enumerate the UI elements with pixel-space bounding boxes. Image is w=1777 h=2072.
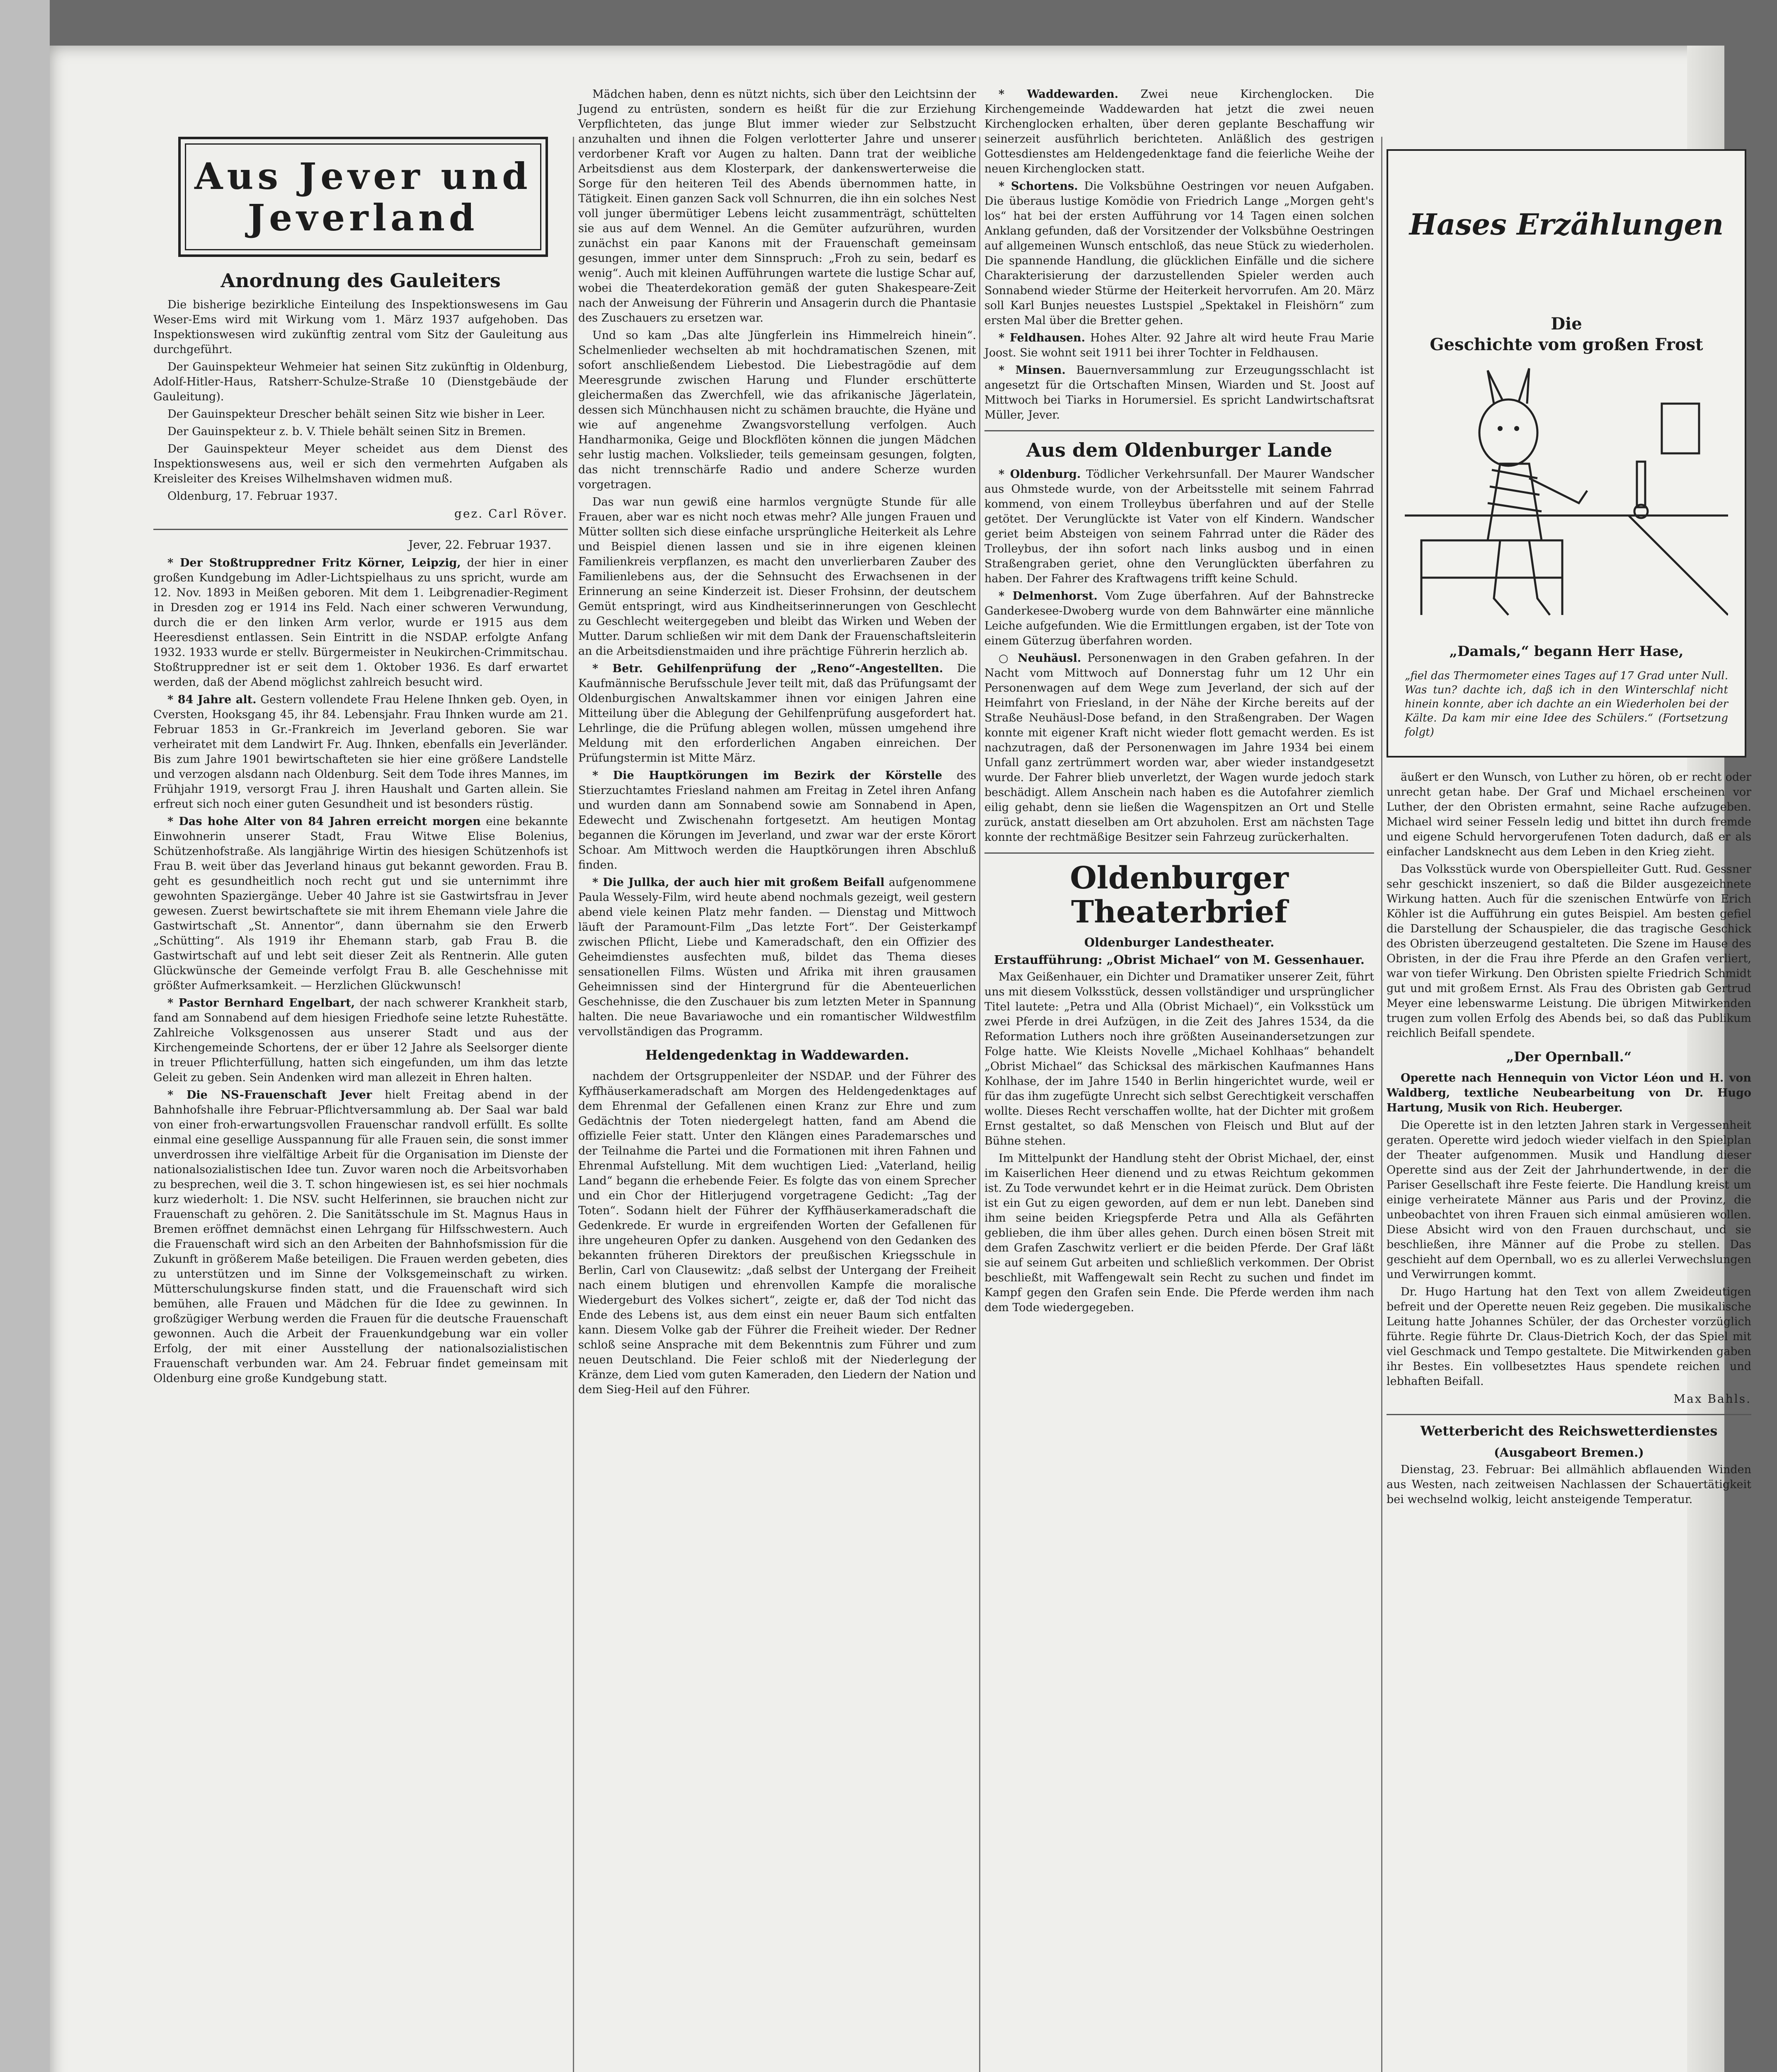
news-item [984,363,1374,423]
section-title: Aus Jever und Jeverland [185,143,541,250]
news-item [984,651,1374,845]
comic-text: „fiel das Thermometer eines Tages auf 17 Grad unter Null. Was tun? dachte ich, daß ich in den Winterschlaf nicht hinein konnte, aber ich dachte an ein Wiederholen bei der Kälte. Da kam mir eine Idee des Schülers.“ (Fortsetzung folgt) [1405,670,1728,738]
theater-subtitle: Oldenburger Landestheater. [1084,935,1275,949]
news-item [984,179,1374,328]
article-paragraph: Und so kam „Das alte Jüngferlein ins Himmelreich hinein“. Schelmenlieder wechselten ab mit hochdramatischen Szenen, mit sofort anschließendem Liebestod. Die Liebestragödie auf dem Meeresgrunde zwischen Harung und Flunder erschütterte gleichermaßen das Zwerchfell, wie das afrikanische Jägerlatein, dessen sich Münchhausen nicht zu schämen brauchte, die Hyäne und wie auf angenehme Zwangsvorstellung verfolgen. Auch Handharmonika, Geige und Blockflöten können die jungen Mädchen sehr lustig machen. Volkslieder, teils gemeinsam gesungen, folgten, das nicht trennschärfe Radio und andere Scherze wurden vorgetragen. [578,329,976,491]
weather-title: Wetterbericht des Reichswetterdienstes [1420,1423,1718,1439]
news-item-text: aufgenommene Paula Wessely-Film, wird heute abend nochmals gezeigt, weil gestern abend viele keinen Platz mehr fanden. — Dienstag und Mittwoch läuft der Paramount-Film „Das letzte Fort“. Der Geisterkampf zwischen Pflicht, Liebe und Kameradschaft, den ein Offizier des Geheimdienstes ausfechten muß, bildet das Thema dieses sensationellen Films. Wüsten und Afrika mit ihren grausamen Geheimnissen sind der Hintergrund für die Abenteuerlichen Geschehnisse, die den Zuschauer bis zum letzten Meter in Spannung halten. Die neue Bavariawoche und ein romantischer Wildwestfilm vervollständigen das Programm. [578,876,976,1038]
news-item-lead: * Die Jullka, der auch hier mit großem Beifall [592,876,885,889]
news-item [153,814,568,993]
article-paragraph: Das war nun gewiß eine harmlos vergnügte Stunde für alle Frauen, aber war es nicht noch etwas mehr? Alle jungen Frauen und Mütter sollten sich diese einfache ursprüngliche Heiterkeit als Lehre und Beispiel dienen lassen und sie in ihre eigenen kleinen Familienkreis verpflanzen, es macht den unverlierbaren Zauber des Familienlebens aus, der die Sehnsucht des Erwachsenen in der Erinnerung an seine Kinderzeit ist. Dieser Frohsinn, der deutschem Gemüt entspringt, wird aus Kindheitserinnerungen von Geschlecht zu Geschlecht weitergegeben und bleibt das Wirken und Weben der Mutter. Darum schließen wir mit dem Dank der Frauenschaftsleiterin an die Arbeitsdienstmaiden und ihre prächtige Führerin herzlich ab. [578,496,976,658]
article-paragraph: Im Mittelpunkt der Handlung steht der Obrist Michael, der, einst im Kaiserlichen Heer dienend und zu etwas Reichtum gekommen ist. Zu Tode verwundet kehrt er in die Heimat zurück. Dem Obristen ist ein Gut zu eigen geworden, auf dem er nun lebt. Daneben sind ihm seine beiden Kriegspferde Petra und Alla als Gefährten geblieben, die ihm über alles gehen. Durch einen bösen Streit mit dem Grafen Zaschwitz verliert er die beiden Pferde. Der Graf läßt sie auf seinem Gut arbeiten und schließlich verkommen. Der Obrist beschließt, mit Waffengewalt sein Recht zu suchen und findet im Kampf gegen den Grafen sein Ende. Die Pferde werden ihm nach dem Tode wiedergegeben. [984,1152,1374,1314]
news-item-text: Die Kaufmännische Berufsschule Jever teilt mit, daß das Prüfungsamt der Oldenburgischen Anwaltskammer ihnen vor einigen Jahren eine Mitteilung über die Ablegung der Gehilfenprüfung ausgefordert hat. Lehrlinge, die die Prüfung ablegen wollen, müssen umgehend ihre Meldung mit den erforderlichen Angaben einreichen. Der Prüfungstermin ist Mitte März. [578,662,976,765]
news-item-lead: * Minsen. [999,364,1066,377]
heroes-text: nachdem der Ortsgruppenleiter der NSDAP. und der Führer des Kyffhäuserkameradschaft am Morgen des Heldengedenktages auf dem Ehrenmal der Gefallenen einen Kranz zur Ehre und zum Gedächtnis der Toten niedergelegt hatten, fand am Abend die offizielle Feier statt. Unter den Klängen eines Parademarsches und der Teilnahme die Partei und die Formationen mit ihren Fahnen und Ehrenmal Aufstellung. Mit dem wuchtigen Lied: „Vaterland, heilig Land“ begann die erhebende Feier. Es folgte das von einem Sprecher und ein Chor der Hitlerjugend vorgetragene Gedicht: „Tag der Toten“. Sodann hielt der Führer der Kyffhäuserkameradschaft die Gedenkrede. Er wurde in ergreifenden Worten der Gefallenen für ihre ungeheuren Opfer zu danken. Ausgehend von den Gedanken des bekannten früheren Direktors der preußischen Kriegsschule in Berlin, Carl von Clausewitz: „daß selbst der Untergang der Freiheit nach einem blutigen und ehrenvollen Kampfe die moralische Wiedergeburt des Volkes sichert“, zeigte er, daß der Tod nicht das Ende des Lebens ist, aus dem einst ein neuer Baum sich entfalten kann. Diesem Volke gab der Führer die Freiheit wieder. Der Redner schloß seine Ansprache mit dem Bekenntnis zum Führer und zum neuen Deutschland. Die Feier schloß mit der Niederlegung der Kränze, dem Lied vom guten Kameraden, den Liedern der Nation und dem Sieg-Heil auf den Führer. [578,1070,976,1396]
separator [984,852,1374,854]
column-rule [979,137,980,2072]
theater-title: Oldenburger Theaterbrief [1070,860,1289,930]
article-paragraph: Die Operette ist in den letzten Jahren stark in Vergessenheit geraten. Operette wird jedoch wieder vielfach in den Spielplan der Theater aufgenommen. Musik und Handlung dieser Operette sind aus der Zeit der Jahrhundertwende, in der die Pariser Gesellschaft ihre Feste feierte. Die Handlung kreist um einige verheiratete Männer aus Paris und der Provinz, die unbeobachtet von ihren Frauen sich einmal amüsieren wollen. Diese Absicht wird von den Frauen durchschaut, und sie beschließen, ihre Männer auf die Probe zu stellen. Das geschieht auf dem Opernball, wo es zu allerlei Verwechslungen und Verwirrungen kommt. [1387,1119,1751,1281]
section-header-box [178,137,548,257]
news-item-text: Tödlicher Verkehrsunfall. Der Maurer Wandscher aus Ohmstede wurde, von der Arbeitsstelle mit seinem Fahrrad kommend, von einem Trolleybus überfahren und auf der Stelle getötet. Der Verunglückte ist Vater von elf Kindern. Wandscher geriet beim Absteigen von seinem Fahrrad unter die Räder des Trolleybus, der ihn sofort nach links ausbog und in einen Straßengraben geriet, ohne den Verunglückten überfahren zu haben. Der Fahrer des Kraftwagens trifft keine Schuld. [984,468,1374,585]
news-item-lead: * 84 Jahre alt. [167,693,257,706]
heroes-title: Heldengedenktag in Waddewarden. [645,1047,909,1063]
news-item [984,331,1374,361]
weather-subtitle: (Ausgabeort Bremen.) [1494,1445,1644,1460]
news-item [153,1088,568,1386]
news-item-lead: * Waddewarden. [999,88,1118,101]
news-item-text: Vom Zuge überfahren. Auf der Bahnstrecke Ganderkesee-Dwoberg wurde von dem Bahnwärter eine männliche Leiche aufgefunden. Wie die Ermittlungen ergaben, ist der Tote von einem Güterzug überfahren worden. [984,590,1374,647]
notice-paragraph: Der Gauinspekteur z. b. V. Thiele behält seinen Sitz in Bremen. [167,425,526,438]
notice-paragraph: Der Gauinspekteur Meyer scheidet aus dem Dienst des Inspektionswesens aus, weil er sich den vermehrten Aufgaben als Kreisleiter des Kreises Wilhelmshaven widmen muß. [153,443,568,485]
article-paragraph: äußert er den Wunsch, von Luther zu hören, ob er recht oder unrecht getan habe. Der Graf und Michael erscheinen vor Luther, der den Obristen ermahnt, seine Rache aufzugeben. Michael wird seiner Fesseln ledig und bittet ihn durch fremde und eigene Schuld hervorgerufenen Toten dadurch, daß er als einfacher Landsknecht aus dem Leben in den Krieg zieht. [1387,771,1751,858]
comic-subtitle: Geschichte vom großen Frost [1430,335,1703,354]
notice-title: Anordnung des Gauleiters [221,269,501,292]
separator [153,529,568,530]
news-item-lead: * Die Hauptkörungen im Bezirk der Körstelle [592,769,943,782]
news-item-lead: * Oldenburg. [999,468,1081,481]
dateline: Jever, 22. Februar 1937. [408,538,551,552]
column-3 [984,87,1374,1318]
notice-paragraph: Die bisherige bezirkliche Einteilung des Inspektionswesens im Gau Weser-Ems wird mit Wirkung vom 1. März 1937 aufgehoben. Das Inspektionswesen wird zukünftig zentral vom Sitz der Gauleitung aus durchgeführt. [153,298,568,356]
news-item [153,556,568,690]
column-1 [153,87,568,1389]
separator [1387,1414,1751,1415]
news-item [984,467,1374,586]
news-item-text: Hohes Alter. 92 Jahre alt wird heute Frau Marie Joost. Sie wohnt seit 1911 bei ihrer Tochter in Feldhausen. [984,332,1374,359]
comic-box [1387,149,1746,758]
operetta-title: „Der Opernball.“ [1506,1049,1632,1065]
news-item-lead: * Das hohe Alter von 84 Jahren erreicht morgen [167,815,481,828]
news-item-lead: * Der Stoßtruppredner Fritz Körner, Leipzig, [167,557,461,569]
news-item-text: Bauernversammlung zur Erzeugungsschlacht ist angesetzt für die Ortschaften Minsen, Wiarden und St. Joost auf Mittwoch bei Tiarks in Horumersiel. Es spricht Landwirtschaftsrat Müller, Jever. [984,364,1374,421]
weather-text: Dienstag, 23. Februar: Bei allmählich abflauenden Winden aus Westen, nach zeitweisen Nachlassen der Schauertätigkeit bei wechselnd wolkig, leicht ansteigende Temperatur. [1387,1463,1751,1506]
news-item [578,875,976,1039]
news-item-lead: * Delmenhorst. [999,590,1098,603]
comic-caption: „Damals,“ begann Herr Hase, [1449,643,1684,660]
column-4 [1387,87,1751,1510]
news-item-lead: * Pastor Bernhard Engelbart, [167,997,355,1009]
comic-die: Die [1551,314,1582,334]
news-item-text: der nach schwerer Krankheit starb, fand am Sonnabend auf dem hiesigen Friedhofe seine letzte Ruhestätte. Zahlreiche Volksgenossen aus unserer Stadt und aus der Kirchengemeinde Schortens, der er über 12 Jahre als Seelsorger diente in treuer Pflichterfüllung, hatten sich eingefunden, um ihm das letzte Geleit zu geben. Sein Andenken wird man allezeit in Ehren halten. [153,997,568,1084]
news-item [153,692,568,812]
news-item [984,87,1374,177]
news-item-text: hielt Freitag abend in der Bahnhofshalle ihre Februar-Pflichtversammlung ab. Der Saal war bald von einer froh-erwartungsvollen Frauenschar randvoll erfüllt. Es sollte einmal eine gesellige Ausspannung für alle Frauen sein, die sonst immer unverdrossen ihre vielfältige Arbeit für die Organisation im Dienste der nationalsozialistischen Idee tun. Zuvor waren noch die Arbeitsvorhaben zu besprechen, weil die 3. T. schon hingewiesen ist, es sei hier nochmals kurz wiederholt: 1. Die NSV. sucht Helferinnen, sie brauchen nicht zur Frauenschaft zu gehören. 2. Die Sanitätsschule im St. Magnus Haus in Bremen eröffnet demnächst einen Lehrgang für Hilfsschwestern. Auch die Frauenschaft wird sich an den Arbeiten der Bahnhofsmission für die Zukunft in größerem Maße beteiligen. Die Frauen werden gebeten, dies zu unterstützen und im Sinne der Volksgemeinschaft zu wirken. Mütterschulungskurse finden statt, und die Frauenschaft wird sich bemühen, alle Frauen und Mädchen für die Idee zu gewinnen. In großzügiger Werbung werden die Frauen für die deutsche Frauenschaft gewonnen. Auch die Arbeit der Frauenkundgebung war ein voller Erfolg, der mit einer Ausstellung der nationalsozialistischen Frauenschaft verbunden war. Am 24. Februar findet gemeinsam mit Oldenburg eine große Kundgebung statt. [153,1089,568,1385]
column-rule [1381,137,1382,2072]
article-paragraph: Dr. Hugo Hartung hat den Text von allem Zweideutigen befreit und der Operette neuen Reiz gegeben. Die musikalische Leitung hatte Johannes Schüler, der das Orchester vorzüglich führte. Regie führte Dr. Claus-Dietrich Koch, der das Spiel mit viel Geschmack und Tempo gestaltete. Die Mitwirkenden gaben ihr Bestes. Ein vollbesetztes Haus spendete reichen und lebhaften Beifall. [1387,1285,1751,1388]
column-rule [573,137,574,2072]
comic-title: Hases Erzählungen [1409,207,1724,242]
news-item-text: der hier in einer großen Kundgebung im Adler-Lichtspielhaus zu uns spricht, wurde am 12. Nov. 1893 in Meißen geboren. Mit dem 1. Leibgrenadier-Regiment in Dresden zog er 1914 ins Feld. Nach einer schweren Verwundung, durch die er den linken Arm verlor, wurde er 1915 aus dem Heeresdienst entlassen. Sein Eintritt in die NSDAP. erfolgte Anfang 1932. 1933 wurde er stellv. Bürgermeister in Neukirchen-Crimmitschau. Stoßtruppredner ist er seit dem 1. Oktober 1936. Es darf erwartet werden, daß der Abend möglichst zahlreich besucht wird. [153,557,568,689]
news-item-lead: ○ Neuhäusl. [999,652,1081,665]
notice-date: Oldenburg, 17. Februar 1937. [167,490,338,503]
news-item [578,661,976,766]
notice-signature: gez. Carl Röver. [454,507,568,520]
column-2 [578,87,976,1400]
theater-premiere: Erstaufführung: „Obrist Michael“ von M. Gessenhauer. [994,953,1365,967]
operetta-credit: Operette nach Hennequin von Victor Léon und H. von Waldberg, textliche Neubearbeitung von Dr. Hugo Hartung, Musik von Rich. Heuberger. [1387,1072,1751,1114]
article-paragraph: Max Geißenhauer, ein Dichter und Dramatiker unserer Zeit, führt uns mit diesem Volksstück, dessen vollständiger und ursprünglicher Titel lautete: „Petra und Alla (Obrist Michael)“, ein Volksstück um zwei Pferde in drei Aufzügen, in die Zeit des Jahres 1534, da die Reformation Luthers noch ihre größten Auseinandersetzungen zur Folge hatte. Wie Kleists Novelle „Michael Kohlhaas“ behandelt „Obrist Michael“ das Schicksal des märkischen Kaufmannes Hans Kohlhase, der im Jahre 1540 in Berlin hingerichtet wurde, weil er für das ihm zugefügte Unrecht sich selbst Gerechtigkeit verschaffen wollte. Dieses Recht verschaffen wollte, hat der Dichter mit großem Ernst gestaltet, so daß Menschen von Fleisch und Blut auf der Bühne stehen. [984,971,1374,1147]
news-item-text: Zwei neue Kirchenglocken. Die Kirchengemeinde Waddewarden hat jetzt die zwei neuen Kirchenglocken erhalten, über deren geplante Beschaffung wir seinerzeit ausführlich berichteten. Anläßlich des gestrigen Gottesdienstes am Heldengedenktage fand die feierliche Weihe der neuen Kirchenglocken statt. [984,88,1374,175]
news-item-text: Die Volksbühne Oestringen vor neuen Aufgaben. Die überaus lustige Komödie von Friedrich Lange „Morgen geht's los“ hat bei der ersten Aufführung vor 14 Tagen einen solchen Anklang gefunden, daß der Vorsitzender der Volksbühne Oestringen auf allgemeinen Wunsch entschloß, das neue Stück zu wiederholen. Die spannende Handlung, die glücklichen Einfälle und die sichere Charakterisierung der darzustellenden Spieler werden auch Sonnabend wieder Stürme der Heiterkeit hervorrufen. Am 20. März soll Karl Bunjes neuestes Lustspiel „Spektakel in Fleishörn“ zum ersten Mal über die Bretter gehen. [984,180,1374,327]
separator [984,430,1374,431]
news-item [578,768,976,873]
oldenburg-section-title: Aus dem Oldenburger Lande [1026,439,1333,461]
news-item-text: Personenwagen in den Graben gefahren. In der Nacht vom Mittwoch auf Donnerstag fuhr um 12 Uhr ein Personenwagen auf dem Wege zum Jeverland, der sich auf der Heimfahrt von Friesland, in der Nähe der Kirche bereits auf der Straße Neuhäusl-Dose befand, in den Straßengraben. Der Wagen konnte mit eigener Kraft nicht wieder flott gemacht werden. Es ist nachzutragen, daß der Personenwagen im Jahre 1934 bei einem Unfall ganz zertrümmert worden war, aber wieder instandgesetzt wurde. Der Fahrer blieb unverletzt, der Wagen wurde jedoch stark beschädigt. Allem Anschein nach haben es die Autofahrer ziemlich eilig gehabt, denn sie ließen die Wagenspitzen an Ort und Stelle zurück, anstatt dieselben am Ort abzuholen. Erst am nächsten Tage konnte der rechtmäßige Besitzer sein Fahrzeug zurückerhalten. [984,652,1374,844]
news-item-text: Gestern vollendete Frau Helene Ihnken geb. Oyen, in Cversten, Hooksgang 45, ihr 84. Lebensjahr. Frau Ihnken wurde am 21. Februar 1853 in Gr.-Frankreich im Jeverland geboren. Sie war verheiratet mit dem Landwirt Fr. Aug. Ihnken, ebenfalls ein Jeverländer. Bis zum Jahre 1901 bewirtschafteten sie hier eine größere Landstelle und verzogen alsdann nach Oldenburg. Seit dem Tode ihres Mannes, im Frühjahr 1919, versorgt Frau J. ihren Haushalt und Garten allein. Sie erfreut sich noch einer guten Gesundheit und ist besonders rüstig. [153,693,568,811]
news-item-lead: * Feldhausen. [999,332,1086,344]
news-item-text: eine bekannte Einwohnerin unserer Stadt, Frau Witwe Elise Bolenius, Schützenhofstraße. Als langjährige Wirtin des hiesigen Schützenhofs ist Frau B. weit über das Jeverland hinaus gut bekannt geworden. Frau B. geht es gesundheitlich noch recht gut und sie unternimmt ihre gewohnten Spaziergänge. Ueber 40 Jahre ist sie Gastwirtsfrau in Jever gewesen. Zuerst bewirtschaftete sie mit ihrem Ehemann viele Jahre die Gastwirtschaft „St. Annentor“, dann übernahm sie den Erwerb „Schütting“. Als 1919 ihr Ehemann starb, gab Frau B. die Gastwirtschaft auf und lebt seit dieser Zeit als Rentnerin. Alle guten Glückwünsche der Gemeinde verfolgt Frau B. alle Geschehnisse mit größter Aufmerksamkeit. — Herzlichen Glückwunsch! [153,815,568,992]
notice-paragraph: Der Gauinspekteur Drescher behält seinen Sitz wie bisher in Leer. [167,408,545,421]
news-item-lead: * Schortens. [999,180,1078,193]
news-item-lead: * Betr. Gehilfenprüfung der „Reno“-Angestellten. [592,662,943,675]
article-paragraph: Das Volksstück wurde von Oberspielleiter Gutt. Rud. Gessner sehr geschickt inszeniert, so daß die Bilder ausgezeichnete Wirkung hatten. Auch für die szenischen Entwürfe von Erich Köhler ist die Aufführung ein gutes Beispiel. Am besten gefiel die Darstellung der Schauspieler, die das tragische Geschick des Obristen überzeugend gestalteten. Die Szene im Hause des Obristen, in der die Frau ihre Pferde an den Grafen verliert, war von tiefer Wirkung. Den Obristen spielte Friedrich Schmidt gut und mit großem Ernst. Als Frau des Obristen gab Gertrud Meyer eine lebenswarme Leistung. Die übrigen Mitwirkenden trugen zum vollen Erfolg des Abends bei, so daß das Publikum reichlich Beifall spendete. [1387,863,1751,1040]
notice-paragraph: Der Gauinspekteur Wehmeier hat seinen Sitz zukünftig in Oldenburg, Adolf-Hitler-Haus, Ratsherr-Schulze-Straße 10 (Dienstgebäude der Gauleitung). [153,361,568,403]
article-paragraph: Mädchen haben, denn es nützt nichts, sich über den Leichtsinn der Jugend zu entrüsten, sondern es heißt für die zur Erziehung Verpflichteten, das junge Blut immer wieder zur Selbstzucht anzuhalten und ihnen die Folgen verlotterter Jahre und unserer verdorbener Kraft vor Augen zu halten. Dann trat der weibliche Arbeitsdienst aus dem Klosterpark, der dankenswerterweise die Sorge für den heiteren Teil des Abends übernommen hatte, in Tätigkeit. Einen ganzen Sack voll Schnurren, die ihn ein solches Nest voll junger übermütiger Lebens leicht zusammenträgt, schüttelten sie aus auf dem Wennel. An die Gemüter aufzurühren, wurden zunächst ein paar Kanons mit der Frauenschaft gemeinsam gesungen, immer unter dem Sinnspruch: „Froh zu sein, bedarf es wenig“. Auch mit kleinen Aufführungen wartete die lustige Schar auf, wobei die Theaterdekoration gemäß der guten Shakespeare-Zeit nach der Anweisung der Führerin und Ansagerin durch die Phantasie des Zuschauers zu ersetzen war. [578,88,976,324]
news-item-lead: * Die NS-Frauenschaft Jever [167,1089,372,1101]
review-signature: Max Bahls. [1673,1392,1751,1406]
news-item [984,589,1374,649]
hare-illustration [1405,366,1728,632]
scan-edge [0,0,50,2072]
news-item [153,996,568,1085]
news-item-text: des Stierzuchtamtes Friesland nahmen am Freitag in Zetel ihren Anfang und wurden dann am Sonnabend sowie am Sonnabend in Apen, Edewecht und Zwischenahn fortgesetzt. Am heutigen Montag begannen die Körungen im Jeverland, und zwar war der erste Körort Schoar. Am Mittwoch werden die Hauptkörungen ihren Abschluß finden. [578,769,976,871]
